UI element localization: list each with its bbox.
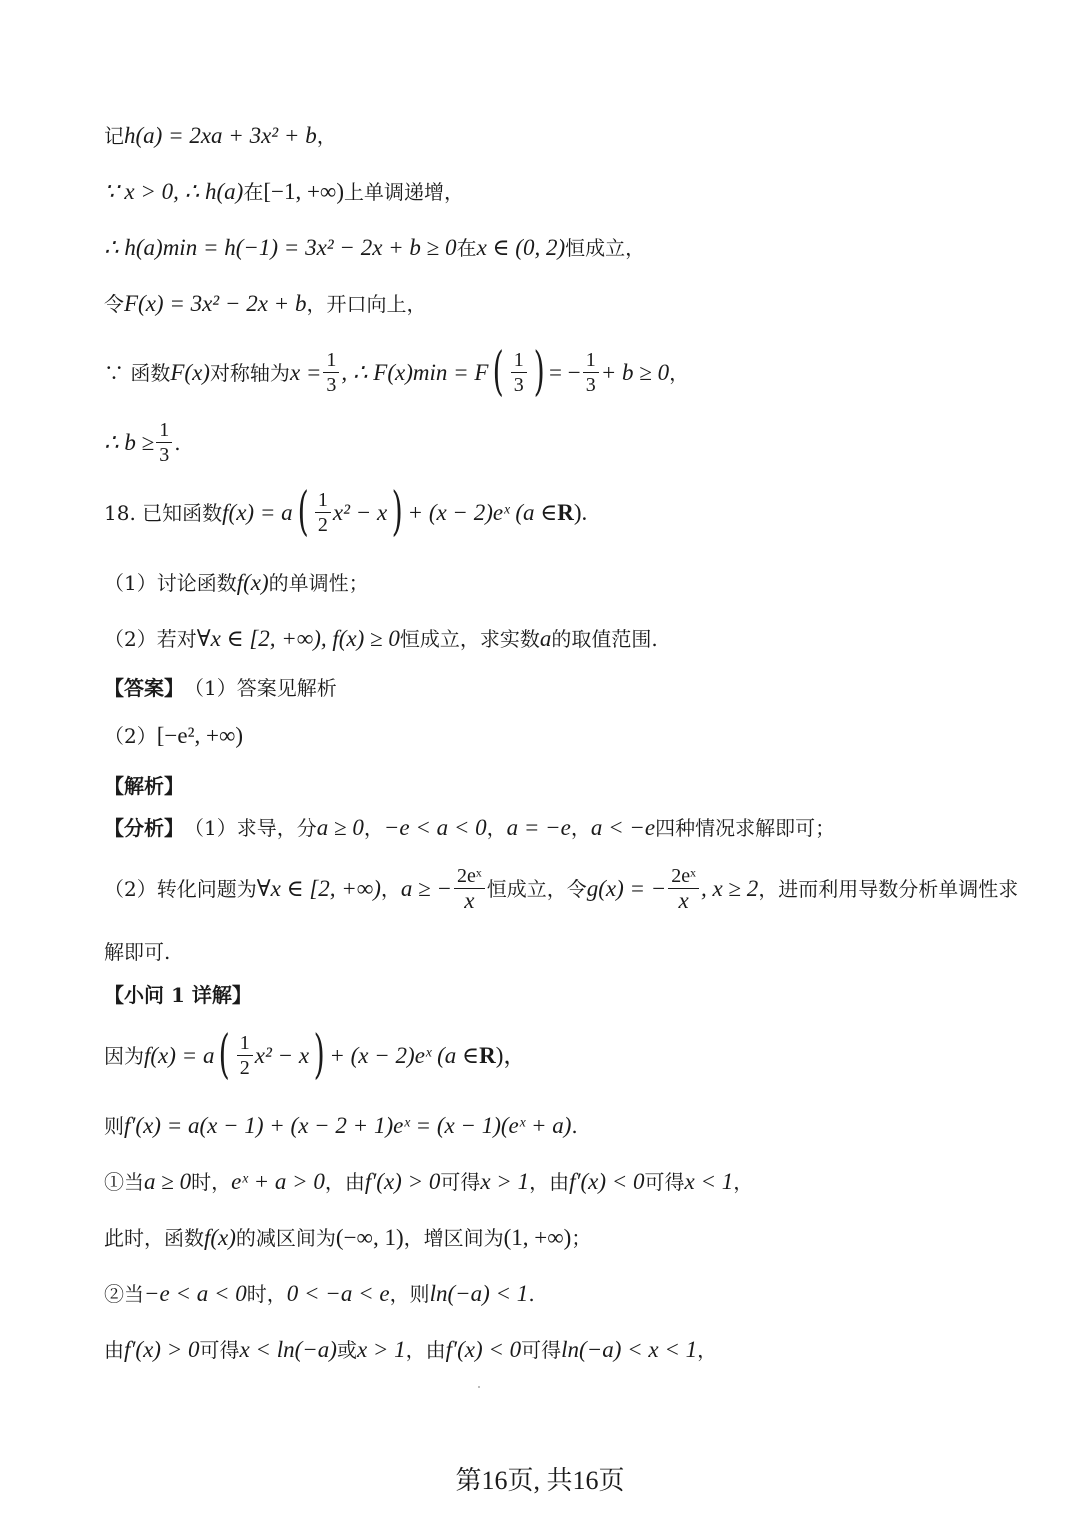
formula: R bbox=[557, 500, 574, 525]
formula: + b ≥ 0 bbox=[600, 360, 670, 385]
text: ①当 bbox=[104, 1170, 144, 1194]
section-label: 【分析】 bbox=[104, 816, 184, 840]
solution-line bbox=[104, 1224, 591, 1252]
text: ，进而利用导数分析单调性求 bbox=[758, 876, 1019, 901]
solution-line bbox=[104, 1280, 535, 1308]
solution-line bbox=[104, 341, 690, 402]
section-label: 【小问 1 详解】 bbox=[104, 983, 252, 1007]
text: ，由 bbox=[405, 1338, 446, 1362]
formula: f′(x) > 0 bbox=[364, 1169, 441, 1194]
text: ， bbox=[669, 360, 690, 385]
formula: h(a) = 2xa + 3x² + b bbox=[124, 123, 317, 148]
formula: a ≥ 0 bbox=[316, 815, 364, 840]
text: ， bbox=[570, 816, 591, 840]
formula: F(x) bbox=[170, 360, 210, 385]
text: ②当 bbox=[104, 1282, 144, 1306]
formula: x = bbox=[289, 360, 322, 385]
formula: ln(−a) < x < 1 bbox=[561, 1337, 698, 1362]
formula: (1, +∞) bbox=[503, 1225, 572, 1250]
solution-line bbox=[104, 1112, 578, 1140]
formula: f′(x) < 0 bbox=[569, 1169, 645, 1194]
formula: a ≥ − bbox=[400, 876, 453, 901]
text: ， bbox=[486, 816, 507, 840]
text: 的单调性； bbox=[268, 571, 369, 595]
text: 可得 bbox=[440, 1170, 481, 1194]
question-18 bbox=[104, 481, 588, 542]
formula: a < −e bbox=[590, 815, 656, 840]
text: 上单调递增， bbox=[344, 180, 464, 204]
formula: ∴ h(a)min = h(−1) = 3x² − 2x + b ≥ 0 bbox=[104, 235, 457, 260]
formula: f(x) = a bbox=[144, 1043, 215, 1068]
formula: ln(−a) < 1 bbox=[429, 1281, 529, 1306]
text: 或 bbox=[336, 1338, 357, 1362]
formula: (−∞, 1) bbox=[335, 1225, 404, 1250]
text: 由 bbox=[104, 1338, 124, 1362]
formula: f′(x) = a(x − 1) + (x − 2 + 1)eˣ = (x − 1)(eˣ + a) bbox=[124, 1113, 572, 1138]
formula: x ∈ (0, 2) bbox=[476, 235, 566, 260]
formula: −e < a < 0 bbox=[144, 1281, 247, 1306]
text: 则 bbox=[104, 1114, 124, 1138]
paren-icon: ) bbox=[391, 481, 403, 542]
formula: a ≥ 0 bbox=[144, 1169, 192, 1194]
formula: R bbox=[479, 1043, 496, 1068]
text: . bbox=[174, 430, 181, 455]
fraction: $\frac{\text{2eˣ}}{x}$ bbox=[668, 866, 699, 911]
paren-icon: ( bbox=[297, 481, 309, 542]
solution-line bbox=[104, 1336, 717, 1364]
formula: x² − x bbox=[332, 500, 388, 525]
answer-line bbox=[104, 722, 243, 750]
text: 此时，函数 bbox=[104, 1226, 204, 1250]
text: ，开口向上， bbox=[306, 292, 427, 316]
question-part-2 bbox=[104, 625, 658, 653]
formula: [−e², +∞) bbox=[156, 723, 243, 748]
fraction: $\frac{1}{3}$ bbox=[156, 420, 172, 465]
formula: ∀x ∈ [2, +∞) bbox=[256, 876, 381, 901]
text: ，由 bbox=[529, 1170, 570, 1194]
question-part-1 bbox=[104, 569, 369, 597]
text: 时， bbox=[246, 1282, 287, 1306]
formula: x² − x bbox=[254, 1043, 310, 1068]
text: 恒成立，令 bbox=[486, 876, 587, 901]
text: 解即可. bbox=[104, 940, 171, 964]
formula: x < 1 bbox=[684, 1169, 734, 1194]
fraction: $\frac{1}{3}$ bbox=[583, 350, 599, 395]
solution-line bbox=[104, 1024, 527, 1085]
formula: f′(x) < 0 bbox=[445, 1337, 522, 1362]
formula: x < ln(−a) bbox=[239, 1337, 337, 1362]
answer-line bbox=[104, 674, 337, 702]
analysis-line bbox=[104, 814, 835, 842]
formula: f′(x) > 0 bbox=[124, 1337, 200, 1362]
formula: x > 1 bbox=[356, 1337, 406, 1362]
text: 恒成立，求实数 bbox=[399, 627, 540, 651]
text: ， bbox=[380, 876, 401, 901]
text: 记 bbox=[104, 124, 124, 148]
text: . bbox=[571, 1114, 578, 1138]
text: 可得 bbox=[199, 1338, 240, 1362]
text: 令 bbox=[104, 292, 124, 316]
paren-icon: ) bbox=[313, 1024, 325, 1085]
formula: −e < a < 0 bbox=[383, 815, 487, 840]
text: 因为 bbox=[104, 1043, 144, 1068]
text: 的取值范围. bbox=[551, 627, 658, 651]
text: 在 bbox=[243, 180, 264, 204]
text: . bbox=[528, 1282, 535, 1306]
fraction: $\frac{1}{2}$ bbox=[237, 1033, 253, 1078]
text: 时， bbox=[191, 1170, 232, 1194]
text: 18. 已知函数 bbox=[104, 500, 223, 525]
solution-line bbox=[104, 1168, 753, 1196]
scan-speck bbox=[478, 1386, 480, 1388]
formula: f(x) bbox=[204, 1225, 236, 1250]
formula: ∀x ∈ [2, +∞), f(x) ≥ 0 bbox=[196, 626, 400, 651]
paren-icon: ( bbox=[493, 341, 505, 402]
fraction: $\frac{1}{3}$ bbox=[323, 350, 339, 395]
text: 可得 bbox=[644, 1170, 685, 1194]
text: （2）若对 bbox=[104, 627, 197, 651]
text: ， bbox=[697, 1338, 718, 1362]
formula: f(x) bbox=[236, 570, 269, 595]
formula: ∴ b ≥ bbox=[104, 430, 155, 455]
solution-line bbox=[104, 420, 181, 465]
page-footer: 第16页, 共16页 bbox=[455, 1466, 625, 1495]
text: 可得 bbox=[521, 1338, 562, 1362]
text: 的减区间为 bbox=[235, 1226, 336, 1250]
formula: F(x) = 3x² − 2x + b bbox=[124, 291, 307, 316]
text: （1）答案见解析 bbox=[184, 676, 337, 700]
subquestion-heading bbox=[104, 981, 252, 1009]
formula: f(x) = a bbox=[222, 500, 293, 525]
solution-line bbox=[104, 234, 645, 262]
fraction: $\frac{1}{3}$ bbox=[511, 350, 527, 395]
section-label: 【解析】 bbox=[104, 774, 184, 798]
text: （1）讨论函数 bbox=[104, 571, 237, 595]
formula: a bbox=[539, 626, 552, 651]
text: ，由 bbox=[324, 1170, 365, 1194]
paren-icon: ) bbox=[533, 341, 545, 402]
formula: , ∴ F(x)min = F bbox=[341, 360, 489, 385]
text: （2）转化问题为 bbox=[104, 876, 257, 901]
formula: ∵ x > 0, ∴ h(a) bbox=[104, 179, 244, 204]
fraction: $\frac{\text{2eˣ}}{x}$ bbox=[454, 866, 485, 911]
formula: + (x − 2)eˣ (a ∈ bbox=[329, 1043, 480, 1068]
fraction: $\frac{1}{2}$ bbox=[315, 490, 331, 535]
solution-line bbox=[104, 178, 464, 206]
formula: ). bbox=[573, 500, 588, 525]
formula: = − bbox=[549, 360, 581, 385]
formula: x > 1 bbox=[480, 1169, 530, 1194]
solution-line bbox=[104, 122, 337, 150]
formula: , x ≥ 2 bbox=[700, 876, 759, 901]
text: 四种情况求解即可； bbox=[655, 816, 836, 840]
formula: g(x) = − bbox=[586, 876, 667, 901]
text: ，则 bbox=[389, 1282, 430, 1306]
text: 恒成立， bbox=[565, 236, 646, 260]
analysis-heading bbox=[104, 772, 184, 800]
formula: a = −e bbox=[506, 815, 571, 840]
text: 对称轴为 bbox=[209, 360, 290, 385]
formula: eˣ + a > 0 bbox=[231, 1169, 325, 1194]
text: （1）求导，分 bbox=[184, 816, 317, 840]
solution-line bbox=[104, 290, 426, 318]
text: 在 bbox=[456, 236, 477, 260]
text: （2） bbox=[104, 724, 157, 748]
paren-icon: ( bbox=[219, 1024, 231, 1085]
text: ， bbox=[363, 816, 384, 840]
text: ，增区间为 bbox=[403, 1226, 504, 1250]
analysis-line bbox=[104, 938, 170, 966]
formula: 0 < −a < e bbox=[286, 1281, 390, 1306]
formula: [−1, +∞) bbox=[263, 179, 344, 204]
answer-label: 【答案】 bbox=[104, 676, 184, 700]
formula: + (x − 2)eˣ (a ∈ bbox=[407, 500, 558, 525]
text: ； bbox=[571, 1226, 592, 1250]
formula: )， bbox=[495, 1043, 527, 1068]
text: ∵ 函数 bbox=[104, 360, 171, 385]
text: ， bbox=[733, 1170, 754, 1194]
analysis-line bbox=[104, 866, 1018, 911]
text: ， bbox=[316, 124, 337, 148]
